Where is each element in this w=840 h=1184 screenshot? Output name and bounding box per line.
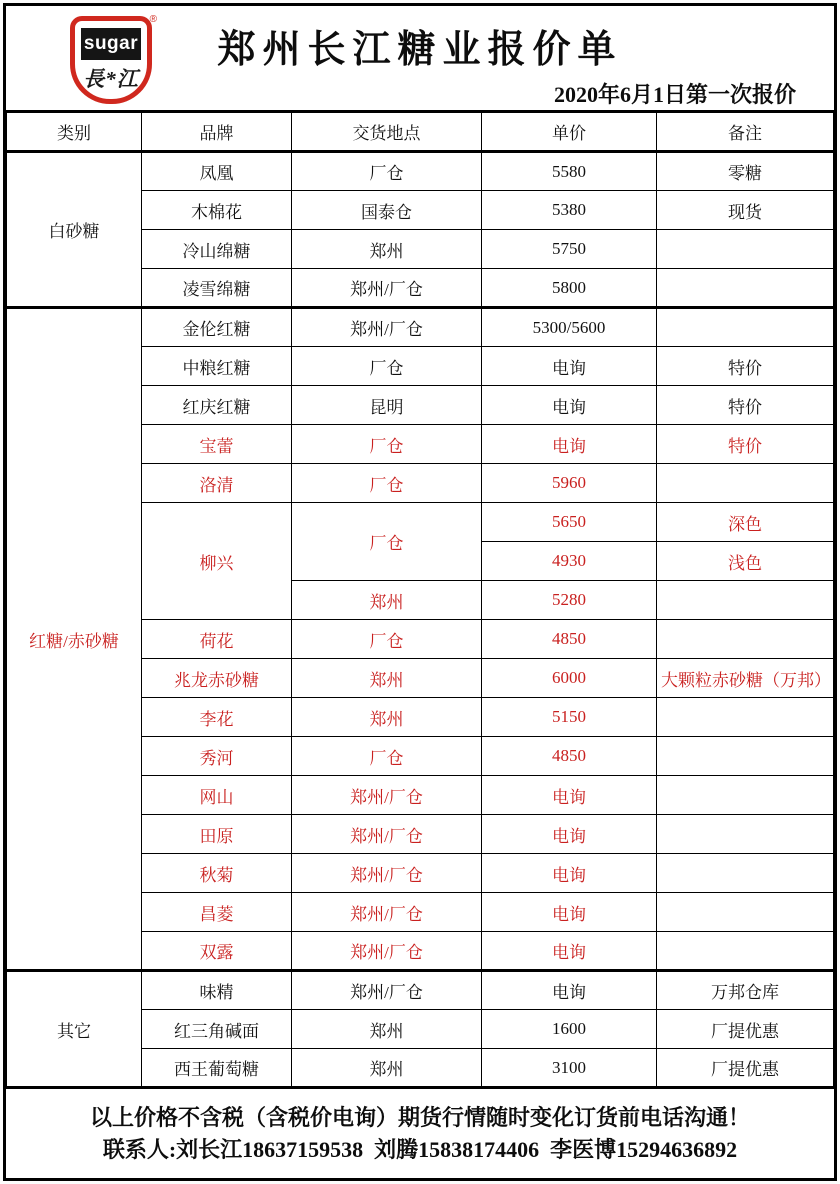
table-row bbox=[7, 308, 834, 347]
cell-brand: 西王葡萄糖 bbox=[142, 1049, 292, 1088]
cell-location: 郑州 bbox=[292, 698, 482, 737]
cell-location: 厂仓 bbox=[292, 464, 482, 503]
cell-note: 万邦仓库 bbox=[657, 971, 834, 1010]
cell-note: 特价 bbox=[657, 386, 834, 425]
cell-brand: 木棉花 bbox=[142, 191, 292, 230]
footer-disclaimer: 以上价格不含税（含税价电询）期货行情随时变化订货前电话沟通！ bbox=[89, 1104, 750, 1130]
cell-location: 郑州/厂仓 bbox=[292, 815, 482, 854]
cell-price: 5280 bbox=[482, 581, 657, 620]
cell-note bbox=[657, 815, 834, 854]
cell-note: 厂提优惠 bbox=[657, 1049, 834, 1088]
cell-category-other: 其它 bbox=[7, 971, 142, 1088]
cell-price: 电询 bbox=[482, 932, 657, 971]
cell-note: 大颗粒赤砂糖（万邦） bbox=[657, 659, 834, 698]
cell-price: 6000 bbox=[482, 659, 657, 698]
cell-location: 郑州 bbox=[292, 1010, 482, 1049]
cell-price: 电询 bbox=[482, 347, 657, 386]
cell-location: 厂仓 bbox=[292, 347, 482, 386]
cell-note: 厂提优惠 bbox=[657, 1010, 834, 1049]
cell-brand: 冷山绵糖 bbox=[142, 230, 292, 269]
cell-price: 电询 bbox=[482, 425, 657, 464]
cell-brand: 李花 bbox=[142, 698, 292, 737]
cell-price: 电询 bbox=[482, 854, 657, 893]
sheet-header bbox=[6, 6, 834, 110]
cell-price: 5960 bbox=[482, 464, 657, 503]
cell-note bbox=[657, 308, 834, 347]
cell-location: 郑州/厂仓 bbox=[292, 854, 482, 893]
cell-location: 郑州 bbox=[292, 581, 482, 620]
cell-category-brown-sugar: 红糖/赤砂糖 bbox=[7, 308, 142, 971]
cell-note: 浅色 bbox=[657, 542, 834, 581]
cell-price: 4930 bbox=[482, 542, 657, 581]
cell-brand: 秋菊 bbox=[142, 854, 292, 893]
cell-note bbox=[657, 698, 834, 737]
cell-category-white-sugar: 白砂糖 bbox=[7, 152, 142, 308]
cell-brand: 红三角碱面 bbox=[142, 1010, 292, 1049]
cell-location: 郑州 bbox=[292, 1049, 482, 1088]
cell-note bbox=[657, 854, 834, 893]
footer-contacts: 联系人:刘长江18637159538 刘腾15838174406 李医博15294636892 bbox=[102, 1136, 738, 1162]
cell-brand: 双露 bbox=[142, 932, 292, 971]
cell-note bbox=[657, 230, 834, 269]
cell-location: 国泰仓 bbox=[292, 191, 482, 230]
price-table bbox=[6, 110, 834, 1089]
cell-location: 郑州 bbox=[292, 230, 482, 269]
cell-note bbox=[657, 893, 834, 932]
cell-location: 厂仓 bbox=[292, 737, 482, 776]
price-sheet-page bbox=[3, 3, 837, 1181]
column-header-brand: 品牌 bbox=[142, 112, 292, 152]
cell-brand: 田原 bbox=[142, 815, 292, 854]
quote-date: 2020年6月1日第一次报价 bbox=[553, 82, 796, 107]
table-row bbox=[7, 152, 834, 191]
company-logo bbox=[70, 14, 157, 104]
table-header-row bbox=[7, 112, 834, 152]
cell-location: 昆明 bbox=[292, 386, 482, 425]
table-row bbox=[7, 971, 834, 1010]
cell-note bbox=[657, 932, 834, 971]
cell-brand: 昌菱 bbox=[142, 893, 292, 932]
cell-price: 电询 bbox=[482, 815, 657, 854]
logo-changjiang-calligraphy: 長*江 bbox=[83, 67, 139, 91]
cell-price: 3100 bbox=[482, 1049, 657, 1088]
cell-price: 电询 bbox=[482, 776, 657, 815]
cell-price: 5580 bbox=[482, 152, 657, 191]
cell-price: 5650 bbox=[482, 503, 657, 542]
cell-brand: 荷花 bbox=[142, 620, 292, 659]
cell-price: 1600 bbox=[482, 1010, 657, 1049]
cell-note: 特价 bbox=[657, 347, 834, 386]
cell-brand: 红庆红糖 bbox=[142, 386, 292, 425]
logo-sugar-label: sugar bbox=[81, 28, 141, 60]
cell-note bbox=[657, 269, 834, 308]
cell-note bbox=[657, 737, 834, 776]
cell-location: 郑州/厂仓 bbox=[292, 269, 482, 308]
sheet-footer bbox=[6, 1089, 834, 1178]
cell-brand: 网山 bbox=[142, 776, 292, 815]
cell-brand: 中粮红糖 bbox=[142, 347, 292, 386]
cell-price: 电询 bbox=[482, 893, 657, 932]
cell-note bbox=[657, 581, 834, 620]
cell-location: 郑州/厂仓 bbox=[292, 308, 482, 347]
cell-location: 郑州/厂仓 bbox=[292, 971, 482, 1010]
cell-price: 5150 bbox=[482, 698, 657, 737]
column-header-note: 备注 bbox=[657, 112, 834, 152]
cell-brand: 凌雪绵糖 bbox=[142, 269, 292, 308]
cell-location: 厂仓 bbox=[292, 425, 482, 464]
cell-brand: 宝蕾 bbox=[142, 425, 292, 464]
cell-price: 电询 bbox=[482, 386, 657, 425]
cell-price: 4850 bbox=[482, 737, 657, 776]
cell-note bbox=[657, 464, 834, 503]
cell-note: 零糖 bbox=[657, 152, 834, 191]
column-header-price: 单价 bbox=[482, 112, 657, 152]
cell-location: 郑州/厂仓 bbox=[292, 893, 482, 932]
cell-note: 现货 bbox=[657, 191, 834, 230]
cell-price: 4850 bbox=[482, 620, 657, 659]
cell-price: 5750 bbox=[482, 230, 657, 269]
cell-brand: 金伦红糖 bbox=[142, 308, 292, 347]
cell-location: 厂仓 bbox=[292, 152, 482, 191]
cell-location: 郑州/厂仓 bbox=[292, 932, 482, 971]
cell-note: 特价 bbox=[657, 425, 834, 464]
cell-price: 电询 bbox=[482, 971, 657, 1010]
cell-note: 深色 bbox=[657, 503, 834, 542]
cell-brand: 味精 bbox=[142, 971, 292, 1010]
cell-note bbox=[657, 776, 834, 815]
cell-price: 5300/5600 bbox=[482, 308, 657, 347]
cell-note bbox=[657, 620, 834, 659]
page-title: 郑州长江糖业报价单 bbox=[217, 29, 623, 71]
cell-price: 5800 bbox=[482, 269, 657, 308]
cell-brand: 洛清 bbox=[142, 464, 292, 503]
registered-trademark-icon: ® bbox=[149, 14, 157, 25]
column-header-category: 类别 bbox=[7, 112, 142, 152]
cell-brand: 凤凰 bbox=[142, 152, 292, 191]
cell-price: 5380 bbox=[482, 191, 657, 230]
column-header-location: 交货地点 bbox=[292, 112, 482, 152]
cell-brand: 兆龙赤砂糖 bbox=[142, 659, 292, 698]
cell-location: 郑州 bbox=[292, 659, 482, 698]
cell-brand: 柳兴 bbox=[142, 503, 292, 620]
cell-location: 厂仓 bbox=[292, 620, 482, 659]
cell-brand: 秀河 bbox=[142, 737, 292, 776]
cell-location: 厂仓 bbox=[292, 503, 482, 581]
cell-location: 郑州/厂仓 bbox=[292, 776, 482, 815]
